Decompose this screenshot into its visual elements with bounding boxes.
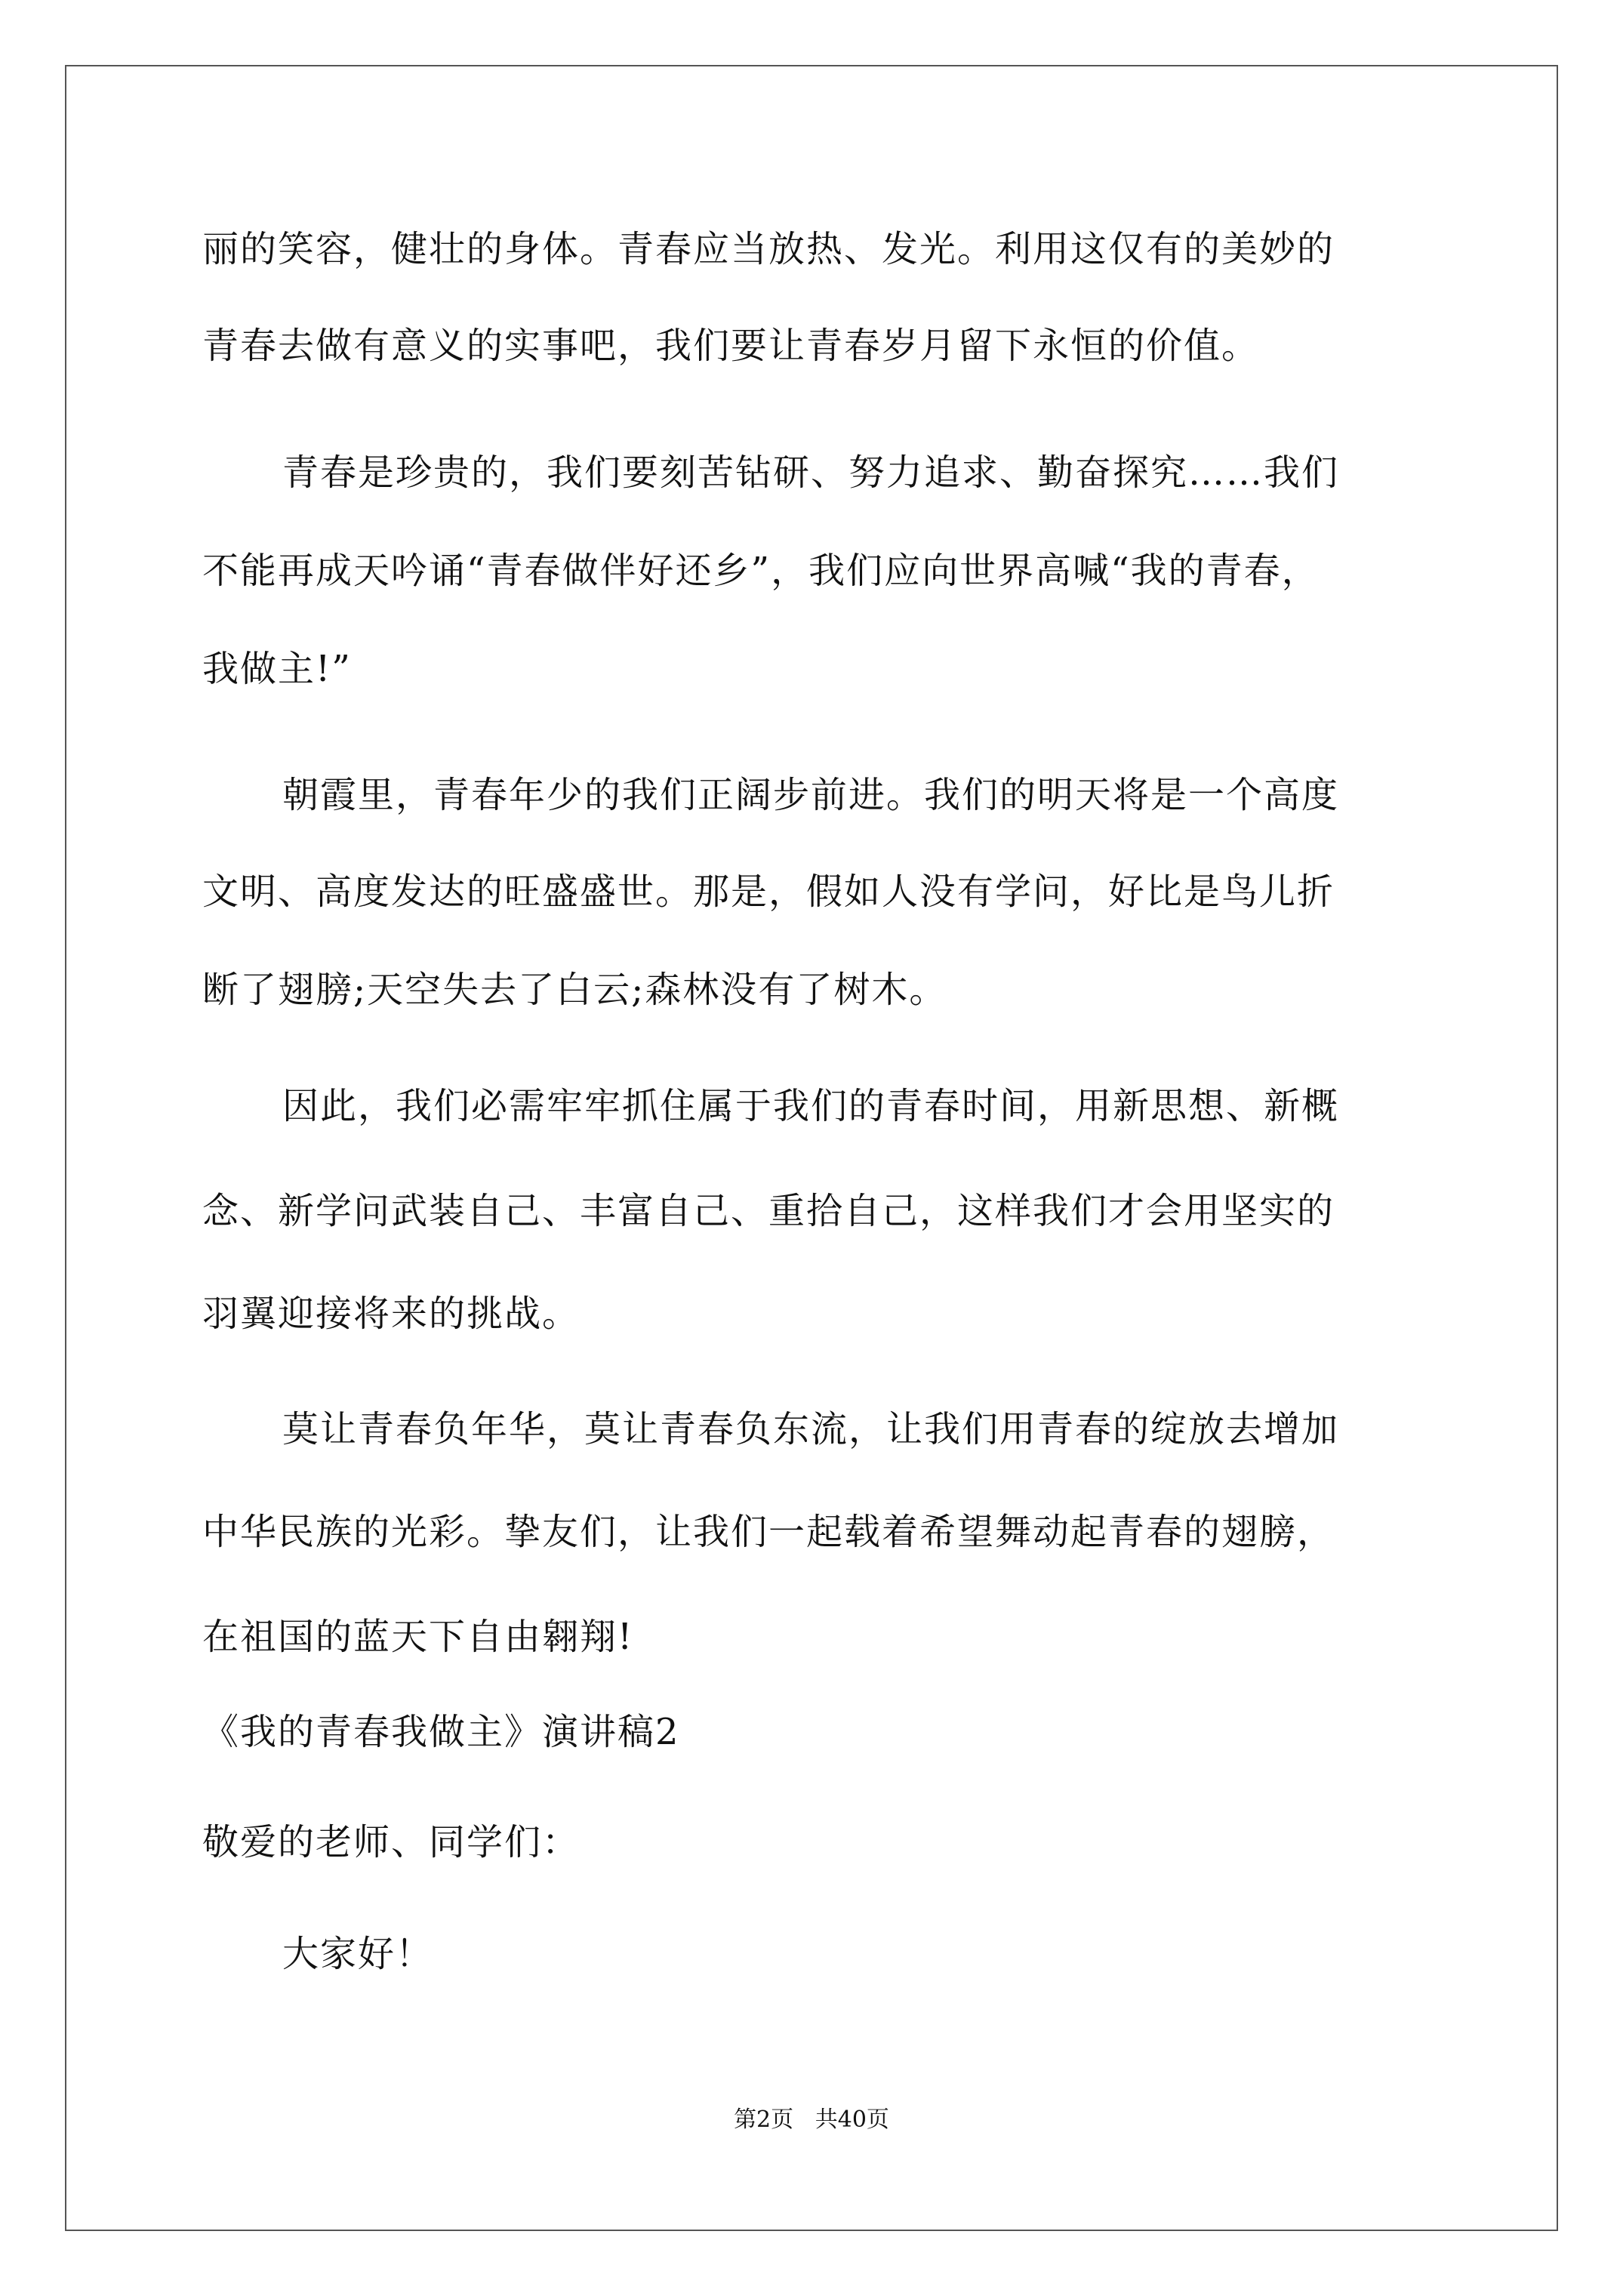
text-line: 念、新学问武装自己、丰富自己、重拾自己，这样我们才会用坚实的 bbox=[202, 1190, 1335, 1232]
page-number-footer: 第2页 共40页 bbox=[734, 2106, 889, 2133]
text-line: 文明、高度发达的旺盛盛世。那是，假如人没有学问，好比是鸟儿折 bbox=[202, 871, 1335, 913]
text-line: 中华民族的光彩。挚友们，让我们一起载着希望舞动起青春的翅膀， bbox=[202, 1511, 1335, 1553]
text-line: 丽的笑容，健壮的身体。青春应当放热、发光。利用这仅有的美妙的 bbox=[202, 228, 1335, 270]
paragraph-first-line: 莫让青春负年华，莫让青春负东流，让我们用青春的绽放去增加 bbox=[282, 1408, 1340, 1450]
page-frame bbox=[65, 65, 1558, 2231]
salutation: 敬爱的老师、同学们： bbox=[202, 1821, 581, 1863]
greeting: 大家好！ bbox=[282, 1933, 434, 1975]
text-line: 不能再成天吟诵“青春做伴好还乡”，我们应向世界高喊“我的青春， bbox=[202, 550, 1320, 592]
text-line: 在祖国的蓝天下自由翱翔! bbox=[202, 1616, 634, 1658]
text-line: 羽翼迎接将来的挑战。 bbox=[202, 1293, 581, 1335]
text-line: 断了翅膀;天空失去了白云;森林没有了树木。 bbox=[202, 969, 947, 1011]
paragraph-first-line: 朝霞里，青春年少的我们正阔步前进。我们的明天将是一个高度 bbox=[282, 774, 1340, 816]
paragraph-first-line: 因此，我们必需牢牢抓住属于我们的青春时间，用新思想、新概 bbox=[282, 1085, 1340, 1127]
paragraph-first-line: 青春是珍贵的，我们要刻苦钻研、努力追求、勤奋探究……我们 bbox=[282, 451, 1340, 494]
text-line: 青春去做有意义的实事吧，我们要让青春岁月留下永恒的价值。 bbox=[202, 325, 1260, 367]
section-title: 《我的青春我做主》演讲稿2 bbox=[202, 1711, 680, 1753]
text-line: 我做主!” bbox=[202, 648, 352, 690]
